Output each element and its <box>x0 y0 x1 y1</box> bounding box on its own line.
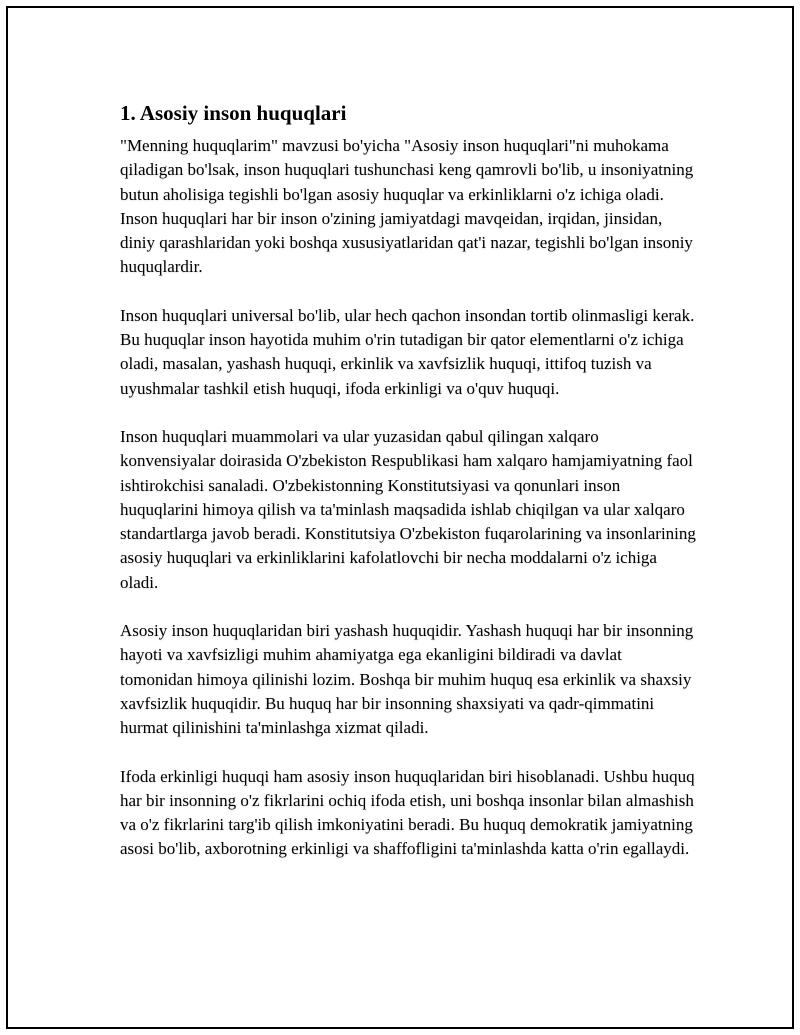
paragraph-1: "Menning huquqlarim" mavzusi bo'yicha "Asosiy inson huquqlari"ni muhokama qiladigan bo'lsak, inson huquqlari tushunchasi keng qamrovli bo'lib, u insoniyatning butun aholisiga tegishli bo'lgan asosiy huquqlar va erkinliklarni o'z ichiga oladi. Inson huquqlari har bir inson o'zining jamiyatdagi mavqeidan, irqidan, jinsidan, diniy qarashlaridan yoki boshqa xususiyatlaridan qat'i nazar, tegishli bo'lgan insoniy huquqlardir. <box>120 136 694 277</box>
paragraph-2: Inson huquqlari universal bo'lib, ular hech qachon insondan tortib olinmasligi kerak. Bu huquqlar inson hayotida muhim o'rin tutadigan bir qator elementlarni o'z ichiga oladi, masalan, yashash huquqi, erkinlik va xavfsizlik huquqi, ittifoq tuzish va uyushmalar tashkil etish huquqi, ifoda erkinligi va o'quv huquqi. <box>120 305 695 398</box>
document-body <box>120 88 696 886</box>
page-frame <box>6 6 794 1029</box>
paragraph-3: Inson huquqlari muammolari va ular yuzasidan qabul qilingan xalqaro konvensiyalar doirasida O'zbekiston Respublikasi ham xalqaro hamjamiyatning faol ishtirokchisi sanaladi. O'zbekistonning Konstitutsiyasi va qonunlari inson huquqlarini himoya qilish va ta'minlash maqsadida ishlab chiqilgan va ular xalqaro standartlarga javob beradi. Konstitutsiya O'zbekiston fuqarolarining va insonlarining asosiy huquqlari va erkinliklarini kafolatlovchi bir necha moddalarni o'z ichiga oladi. <box>120 426 696 592</box>
document-title: 1. Asosiy inson huquqlari <box>120 101 347 125</box>
paragraph-4: Asosiy inson huquqlaridan biri yashash huquqidir. Yashash huquqi har bir insonning hayoti va xavfsizligi muhim ahamiyatga ega ekanligini bildiradi va davlat tomonidan himoya qilinishi lozim. Boshqa bir muhim huquq esa erkinlik va shaxsiy xavfsizlik huquqidir. Bu huquq har bir insonning shaxsiyati va qadr-qimmatini hurmat qilinishini ta'minlashga xizmat qiladi. <box>120 621 694 738</box>
paragraph-5: Ifoda erkinligi huquqi ham asosiy inson huquqlaridan biri hisoblanadi. Ushbu huquq har bir insonning o'z fikrlarini ochiq ifoda etish, uni boshqa insonlar bilan almashish va o'z fikrlarini targ'ib qilish imkoniyatini beradi. Bu huquq demokratik jamiyatning asosi bo'lib, axborotning erkinligi va shaffofligini ta'minlashda katta o'rin egallaydi. <box>120 766 695 859</box>
